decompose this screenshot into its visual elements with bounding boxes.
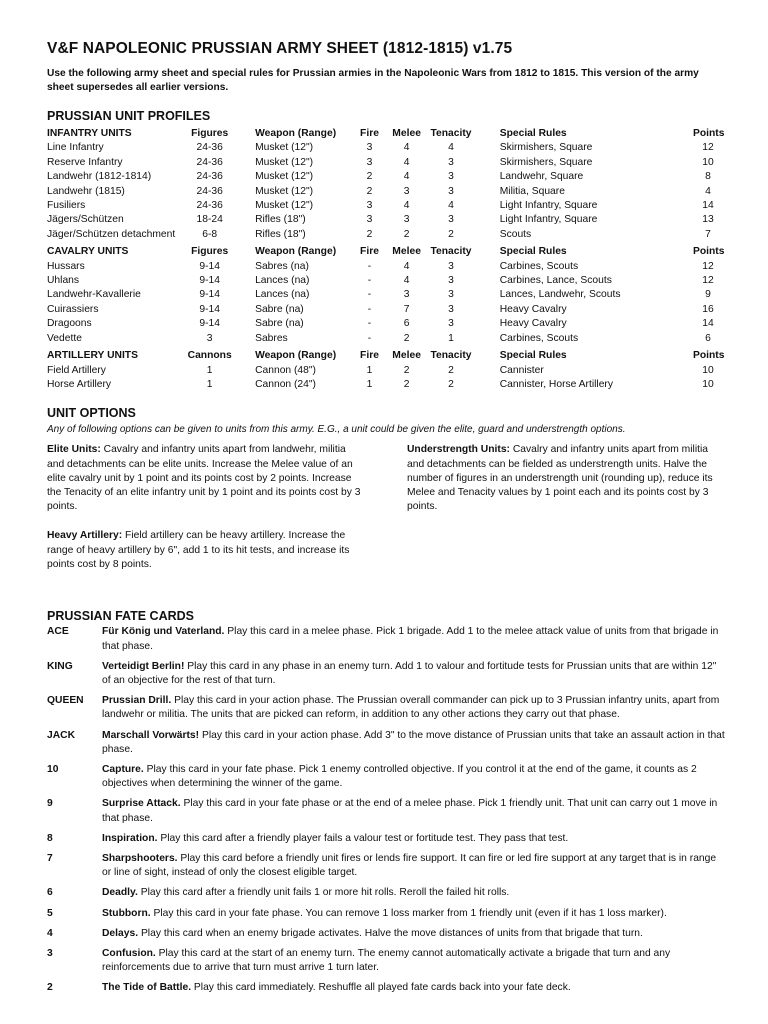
fate-card-row — [47, 852, 727, 886]
fate-card-text: Play this card after a friendly unit fails 1 or more hit rolls. Reroll the failed hit rolls. — [137, 887, 510, 899]
figures-cell: 9-14 — [199, 275, 220, 287]
fire-cell: 1 — [366, 378, 373, 390]
fate-card-description — [102, 981, 727, 1001]
column-header-points: Points — [693, 350, 725, 362]
weapon-cell: Musket (12") — [255, 142, 314, 154]
fate-card-text: Play this card before a friendly unit fires or lends fire support. It can fire or led fire support at any target that is in range or line of sight, instead of only the closest eligible target. — [102, 852, 717, 879]
tenacity-cell: 3 — [448, 156, 454, 168]
tenacity-cell: 2 — [448, 364, 454, 376]
fate-card-text: Play this card in your fate phase. You can remove 1 loss marker from 1 friendly unit (even if it has 1 loss marker). — [150, 907, 667, 919]
unit-name-cell: Jäger/Schützen detachment — [47, 228, 176, 240]
points-cell: 6 — [705, 332, 711, 344]
column-header-points: Points — [693, 128, 725, 139]
special-rules-cell: Scouts — [499, 228, 532, 240]
fate-cards-heading: PRUSSIAN FATE CARDS — [47, 609, 195, 624]
figures-cell: 3 — [206, 332, 213, 344]
fate-card-name: Surprise Attack. — [102, 798, 181, 810]
figures-cell: 24-36 — [196, 156, 223, 168]
points-cell: 14 — [702, 318, 714, 330]
column-header-figures: Cannons — [187, 350, 232, 362]
weapon-cell: Lances (na) — [255, 289, 310, 301]
melee-cell: 7 — [403, 303, 410, 315]
unit-options — [47, 443, 727, 593]
unit-name-cell: Line Infantry — [47, 142, 104, 154]
tenacity-cell: 1 — [448, 332, 454, 344]
fate-card-text: Play this card in any phase in an enemy turn. Add 1 to valour and fortitude tests for Prussian units that are within 12" of an objective for the rest of that turn. — [102, 660, 717, 686]
melee-cell: 2 — [403, 332, 410, 344]
figures-cell: 24-36 — [196, 171, 223, 183]
fate-card-row — [47, 947, 727, 981]
fate-card-name: Sharpshooters. — [102, 852, 178, 864]
table-row — [47, 141, 727, 155]
fate-card-rank: 8 — [47, 832, 53, 844]
figures-cell: 9-14 — [199, 260, 220, 272]
melee-cell: 4 — [403, 156, 410, 168]
tenacity-cell: 2 — [448, 228, 454, 240]
fate-card-name: Prussian Drill. — [102, 695, 172, 707]
unit-name-cell: Landwehr (1812-1814) — [47, 171, 152, 183]
fate-card-row — [47, 886, 727, 906]
melee-cell: 2 — [403, 378, 410, 390]
weapon-cell: Musket (12") — [255, 171, 314, 183]
fate-card-rank: 4 — [47, 927, 53, 939]
column-header-tenacity: Tenacity — [430, 246, 472, 258]
melee-cell: 2 — [403, 228, 410, 240]
special-rules-cell: Carbines, Scouts — [499, 260, 579, 272]
figures-cell: 6-8 — [202, 228, 218, 240]
points-cell: 12 — [702, 275, 714, 287]
fate-card-text: Play this card in your action phase. Add 3" to the move distance of Prussian units that take an assault action in that phase. — [102, 729, 725, 755]
heavy-artillery-label: Heavy Artillery: — [47, 530, 123, 542]
unit-name-cell: Cuirassiers — [47, 303, 99, 315]
fate-card-description — [102, 947, 727, 981]
fire-cell: - — [367, 303, 372, 315]
column-header-points: Points — [693, 246, 725, 258]
points-cell: 10 — [702, 156, 714, 168]
points-cell: 10 — [702, 378, 714, 390]
weapon-cell: Sabre (na) — [255, 303, 304, 315]
elite-units-label: Elite Units: — [47, 444, 101, 456]
fire-cell: - — [367, 260, 372, 272]
fire-cell: 1 — [366, 364, 373, 376]
army-sheet — [47, 40, 727, 1002]
unit-name-cell: Jägers/Schützen — [47, 214, 124, 226]
fate-card-row — [47, 729, 727, 763]
figures-cell: 1 — [206, 364, 213, 376]
tenacity-cell: 3 — [448, 289, 454, 301]
fate-card-row — [47, 660, 727, 694]
points-cell: 9 — [705, 289, 711, 301]
understrength-units-text: Cavalry and infantry units apart from militia and detachments can be fielded as understrength units. Halve the number of figures in an understrength unit (rounding up), reduce its Melee and Tenacity values by 1 point each and its points cost by 3 points. — [407, 444, 713, 513]
fate-card-name: Marschall Vorwärts! — [102, 729, 200, 741]
weapon-cell: Cannon (48") — [255, 364, 316, 376]
understrength-units-option — [407, 443, 725, 514]
fate-card-text: Play this card in your action phase. The Prussian overall commander can pick up to 3 Prussian infantry units, apart from landwehr or militia. The units that are picked can reform, in addition to any other actions they carry out that phase. — [102, 695, 720, 721]
fate-card-description — [102, 907, 727, 927]
page-title: V&F NAPOLEONIC PRUSSIAN ARMY SHEET (1812-1815) v1.75 — [47, 40, 513, 57]
special-rules-cell: Carbines, Lance, Scouts — [499, 275, 612, 287]
unit-name-cell: Reserve Infantry — [47, 156, 123, 168]
points-cell: 7 — [705, 228, 711, 240]
table-row — [47, 185, 727, 199]
table-row — [47, 364, 727, 378]
figures-cell: 9-14 — [199, 289, 220, 301]
fate-card-rank: JACK — [47, 729, 76, 741]
figures-cell: 24-36 — [196, 142, 223, 154]
special-rules-cell: Light Infantry, Square — [499, 214, 598, 226]
melee-cell: 4 — [403, 171, 410, 183]
tenacity-cell: 4 — [448, 142, 454, 154]
heavy-artillery-option — [47, 529, 365, 572]
melee-cell: 4 — [403, 142, 410, 154]
heavy-artillery-text: Field artillery can be heavy artillery. Increase the range of heavy artillery by 6", add 1 to its hit tests, and increase its points cost by 8 points. — [47, 530, 350, 570]
unit-name-cell: Landwehr-Kavallerie — [47, 289, 141, 301]
weapon-cell: Sabre (na) — [255, 318, 304, 330]
special-rules-cell: Skirmishers, Square — [499, 142, 593, 154]
weapon-cell: Musket (12") — [255, 200, 314, 212]
column-header-figures: Figures — [191, 128, 229, 139]
special-rules-cell: Cannister — [499, 364, 544, 376]
fate-card-row — [47, 907, 727, 927]
fate-card-row — [47, 625, 727, 659]
fire-cell: 3 — [366, 156, 373, 168]
melee-cell: 3 — [403, 289, 410, 301]
melee-cell: 3 — [403, 214, 410, 226]
unit-profiles-table — [47, 127, 727, 392]
special-rules-cell: Light Infantry, Square — [499, 200, 598, 212]
weapon-cell: Sabres (na) — [255, 260, 309, 272]
fate-card-description — [102, 886, 727, 906]
tenacity-cell: 2 — [448, 378, 454, 390]
column-header-weapon: Weapon (Range) — [255, 246, 337, 258]
fate-card-description — [102, 852, 727, 886]
fate-card-text: Play this card immediately. Reshuffle all played fate cards back into your fate deck. — [191, 982, 571, 994]
melee-cell: 6 — [403, 318, 410, 330]
column-header-fire: Fire — [360, 246, 379, 258]
figures-cell: 18-24 — [196, 214, 223, 226]
fire-cell: - — [367, 332, 372, 344]
elite-units-option — [47, 443, 365, 514]
fate-card-rank: 9 — [47, 798, 53, 810]
fate-card-name: The Tide of Battle. — [102, 982, 192, 994]
figures-cell: 9-14 — [199, 303, 220, 315]
fate-card-rank: QUEEN — [47, 695, 84, 707]
fate-card-description — [102, 729, 727, 763]
column-header-unit-name: INFANTRY UNITS — [47, 128, 132, 139]
understrength-units-label: Understrength Units: — [407, 444, 510, 456]
fate-card-name: Deadly. — [102, 887, 138, 899]
unit-name-cell: Landwehr (1815) — [47, 185, 125, 197]
weapon-cell: Sabres — [255, 332, 288, 344]
column-header-melee: Melee — [392, 350, 421, 362]
elite-units-text: Cavalry and infantry units apart from landwehr, militia and detachments can be elite units. Increase the Melee value of an elite cavalry unit by 1 point and its points cost by 2 points. Increase the Tenacity of an elite infantry unit by 1 point and its points cost by 3 points. — [47, 444, 361, 513]
fate-card-row — [47, 832, 727, 852]
points-cell: 14 — [702, 200, 714, 212]
tenacity-cell: 3 — [448, 318, 454, 330]
column-header-unit-name: CAVALRY UNITS — [47, 246, 129, 258]
unit-name-cell: Hussars — [47, 260, 85, 272]
fire-cell: 2 — [366, 185, 373, 197]
fire-cell: 2 — [366, 171, 373, 183]
column-header-special-rules: Special Rules — [499, 246, 567, 258]
fate-card-text: Play this card after a friendly player fails a valour test or fortitude test. They pass that test. — [157, 832, 569, 844]
fate-card-description — [102, 660, 727, 694]
fate-card-description — [102, 927, 727, 947]
column-header-weapon: Weapon (Range) — [255, 128, 337, 139]
unit-name-cell: Field Artillery — [47, 364, 106, 376]
fate-card-name: Stubborn. — [102, 907, 151, 919]
fate-card-row — [47, 927, 727, 947]
fate-card-text: Play this card in a melee phase. Pick 1 brigade. Add 1 to the melee attack value of units from that brigade in that phase. — [102, 626, 719, 652]
table-row — [47, 170, 727, 184]
table-row — [47, 156, 727, 170]
fate-card-description — [102, 832, 727, 852]
fate-card-text: Play this card when an enemy brigade activates. Halve the move distances of units from that brigade that turn. — [138, 927, 643, 939]
fate-card-name: Capture. — [102, 763, 144, 775]
table-row — [47, 332, 727, 346]
special-rules-cell: Lances, Landwehr, Scouts — [499, 289, 621, 301]
fate-card-text: Play this card in your fate phase. Pick 1 enemy controlled objective. If you control it at the end of the game, it counts as 2 objectives when determining the winner of the game. — [102, 763, 697, 790]
fire-cell: 3 — [366, 142, 373, 154]
fate-card-row — [47, 763, 727, 797]
figures-cell: 24-36 — [196, 200, 223, 212]
column-header-fire: Fire — [360, 128, 379, 139]
fate-cards-table — [47, 625, 727, 1001]
fate-card-text: Play this card in your fate phase or at the end of a melee phase. Pick 1 friendly unit. That unit can carry out 1 move in that phase. — [102, 798, 718, 824]
figures-cell: 1 — [206, 378, 213, 390]
fate-card-description — [102, 763, 727, 797]
fate-card-rank: 2 — [47, 982, 53, 994]
column-header-special-rules: Special Rules — [499, 128, 567, 139]
special-rules-cell: Carbines, Scouts — [499, 332, 579, 344]
special-rules-cell: Militia, Square — [499, 185, 565, 197]
fate-card-description — [102, 797, 727, 831]
tenacity-cell: 3 — [448, 303, 454, 315]
column-header-melee: Melee — [392, 246, 421, 258]
column-header-figures: Figures — [191, 246, 229, 258]
unit-profiles-heading: PRUSSIAN UNIT PROFILES — [47, 109, 211, 123]
melee-cell: 3 — [403, 185, 410, 197]
tenacity-cell: 3 — [448, 260, 454, 272]
fire-cell: 3 — [366, 214, 373, 226]
fire-cell: - — [367, 275, 372, 287]
points-cell: 16 — [702, 303, 714, 315]
tenacity-cell: 3 — [448, 171, 454, 183]
column-header-tenacity: Tenacity — [430, 350, 472, 362]
melee-cell: 4 — [403, 200, 410, 212]
points-cell: 8 — [705, 171, 711, 183]
column-header-tenacity: Tenacity — [430, 128, 472, 139]
fate-card-name: Verteidigt Berlin! — [102, 660, 185, 672]
weapon-cell: Rifles (18") — [255, 214, 306, 226]
unit-name-cell: Horse Artillery — [47, 378, 112, 390]
fate-card-name: Delays. — [102, 927, 139, 939]
table-row — [47, 260, 727, 274]
unit-options-subtitle: Any of following options can be given to units from this army. E.G., a unit could be given the elite, guard and understrength options. — [47, 424, 626, 436]
weapon-cell: Musket (12") — [255, 185, 314, 197]
tenacity-cell: 3 — [448, 185, 454, 197]
points-cell: 12 — [702, 260, 714, 272]
special-rules-cell: Heavy Cavalry — [499, 303, 567, 315]
unit-group-header — [47, 127, 727, 141]
column-header-melee: Melee — [392, 128, 421, 139]
table-row — [47, 228, 727, 242]
table-row — [47, 303, 727, 317]
fate-card-name: Für König und Vaterland. — [102, 626, 225, 638]
points-cell: 12 — [702, 142, 714, 154]
fate-card-description — [102, 694, 727, 728]
weapon-cell: Cannon (24") — [255, 378, 316, 390]
special-rules-cell: Skirmishers, Square — [499, 156, 593, 168]
column-header-special-rules: Special Rules — [499, 350, 567, 362]
tenacity-cell: 3 — [448, 275, 454, 287]
table-row — [47, 317, 727, 331]
fire-cell: - — [367, 318, 372, 330]
fire-cell: - — [367, 289, 372, 301]
table-row — [47, 288, 727, 302]
unit-name-cell: Vedette — [47, 332, 82, 344]
table-row — [47, 199, 727, 213]
fate-card-row — [47, 694, 727, 728]
table-row — [47, 274, 727, 288]
points-cell: 4 — [705, 185, 711, 197]
table-row — [47, 378, 727, 392]
unit-options-heading: UNIT OPTIONS — [47, 406, 136, 421]
figures-cell: 9-14 — [199, 318, 220, 330]
fate-card-row — [47, 797, 727, 831]
tenacity-cell: 3 — [448, 214, 454, 226]
points-cell: 10 — [702, 364, 714, 376]
fire-cell: 2 — [366, 228, 373, 240]
melee-cell: 4 — [403, 260, 410, 272]
melee-cell: 2 — [403, 364, 410, 376]
table-row — [47, 213, 727, 227]
special-rules-cell: Heavy Cavalry — [499, 318, 567, 330]
unit-group-header — [47, 346, 727, 363]
figures-cell: 24-36 — [196, 185, 223, 197]
unit-group-header — [47, 242, 727, 259]
fate-card-rank: 3 — [47, 947, 53, 959]
unit-name-cell: Dragoons — [47, 318, 92, 330]
unit-name-cell: Uhlans — [47, 275, 80, 287]
fate-card-rank: 6 — [47, 887, 53, 899]
weapon-cell: Rifles (18") — [255, 228, 306, 240]
fate-card-name: Inspiration. — [102, 832, 158, 844]
unit-name-cell: Fusiliers — [47, 200, 86, 212]
fate-card-row — [47, 981, 727, 1001]
fate-card-name: Confusion. — [102, 947, 156, 959]
melee-cell: 4 — [403, 275, 410, 287]
fate-card-rank: 5 — [47, 907, 53, 919]
column-header-weapon: Weapon (Range) — [255, 350, 337, 362]
fate-card-rank: 7 — [47, 852, 53, 864]
points-cell: 13 — [702, 214, 714, 226]
column-header-fire: Fire — [360, 350, 379, 362]
fate-card-rank: KING — [47, 660, 73, 672]
fire-cell: 3 — [366, 200, 373, 212]
weapon-cell: Lances (na) — [255, 275, 310, 287]
intro-text: Use the following army sheet and special rules for Prussian armies in the Napoleonic Wars from 1812 to 1815. This version of the army sheet supersedes all earlier versions. — [47, 68, 699, 93]
fate-card-rank: ACE — [47, 626, 69, 638]
tenacity-cell: 4 — [448, 200, 454, 212]
fate-card-text: Play this card at the start of an enemy turn. The enemy cannot automatically activate a brigade that turn and any reinforcements due to arrive that turn must arrive 1 turn later. — [102, 947, 671, 974]
column-header-unit-name: ARTILLERY UNITS — [47, 350, 138, 362]
special-rules-cell: Cannister, Horse Artillery — [499, 378, 614, 390]
special-rules-cell: Landwehr, Square — [499, 171, 584, 183]
fate-card-rank: 10 — [47, 763, 59, 775]
fate-card-description — [102, 625, 727, 659]
weapon-cell: Musket (12") — [255, 156, 314, 168]
